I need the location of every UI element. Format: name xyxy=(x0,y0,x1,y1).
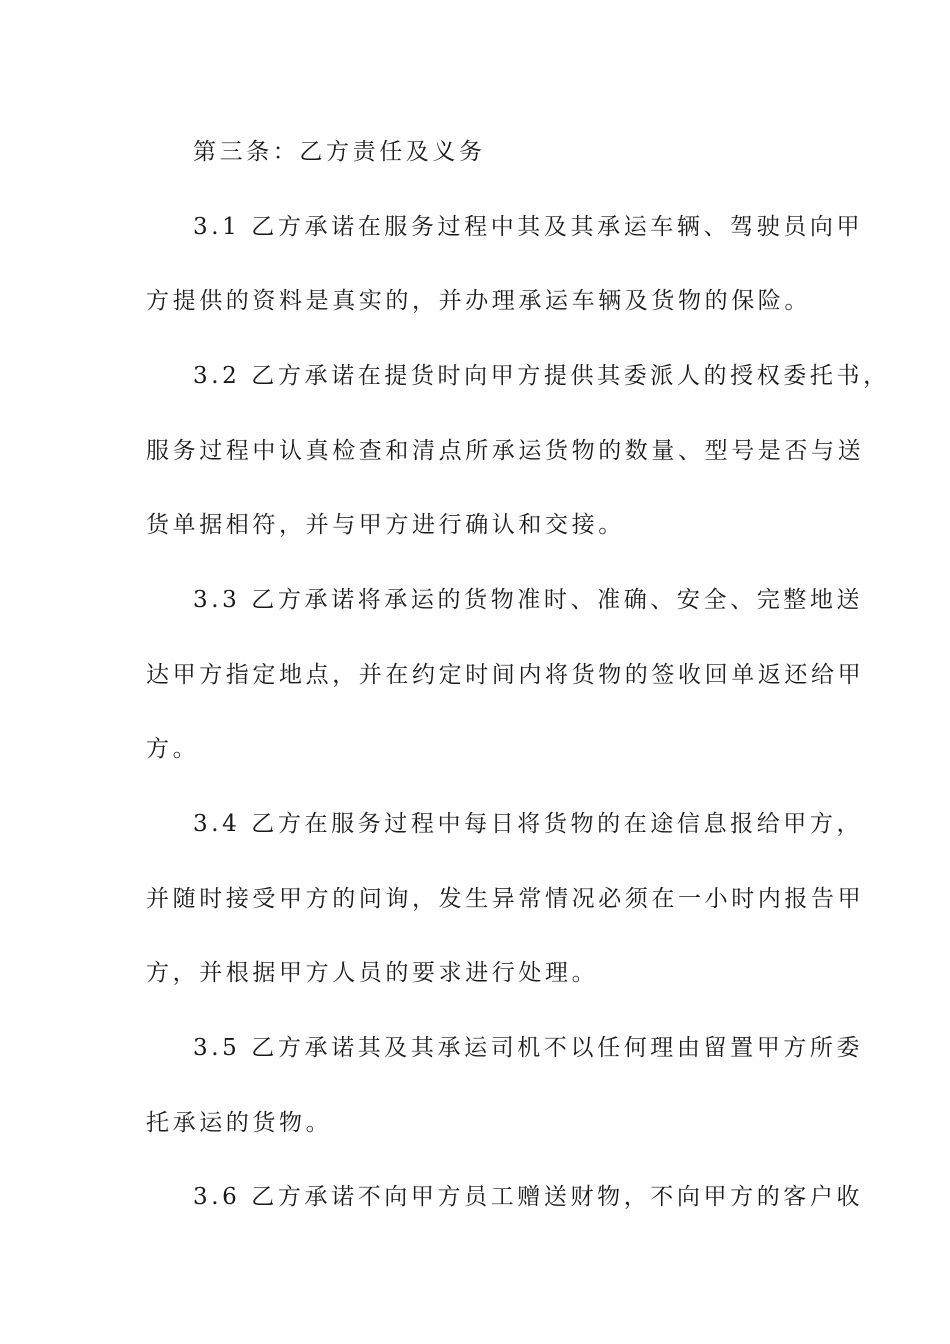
clause-3-4-line-2: 并随时接受甲方的问询，发生异常情况必须在一小时内报告甲 xyxy=(146,886,865,912)
clause-3-6-line-1: 3.6 乙方承诺不向甲方员工赠送财物，不向甲方的客户收 xyxy=(193,1184,864,1210)
clause-3-2-line-1: 3.2 乙方承诺在提货时向甲方提供其委派人的授权委托书， xyxy=(193,363,890,389)
clause-3-3-line-3: 方。 xyxy=(146,736,200,762)
clause-3-1-line-2: 方提供的资料是真实的，并办理承运车辆及货物的保险。 xyxy=(146,288,811,314)
clause-3-1-line-1: 3.1 乙方承诺在服务过程中其及其承运车辆、驾驶员向甲 xyxy=(193,214,864,240)
clause-3-3-line-2: 达甲方指定地点，并在约定时间内将货物的签收回单返还给甲 xyxy=(146,662,865,688)
clause-3-5-line-1: 3.5 乙方承诺其及其承运司机不以任何理由留置甲方所委 xyxy=(193,1035,864,1061)
clause-3-5-line-2: 托承运的货物。 xyxy=(146,1110,333,1136)
clause-3-2-line-3: 货单据相符，并与甲方进行确认和交接。 xyxy=(146,512,625,538)
section-heading: 第三条：乙方责任及义务 xyxy=(193,139,486,165)
clause-3-4-line-3: 方，并根据甲方人员的要求进行处理。 xyxy=(146,960,599,986)
clause-3-2-line-2: 服务过程中认真检查和清点所承运货物的数量、型号是否与送 xyxy=(146,438,865,464)
clause-3-3-line-1: 3.3 乙方承诺将承运的货物准时、准确、安全、完整地送 xyxy=(193,587,864,613)
clause-3-4-line-1: 3.4 乙方在服务过程中每日将货物的在途信息报给甲方， xyxy=(193,811,864,837)
